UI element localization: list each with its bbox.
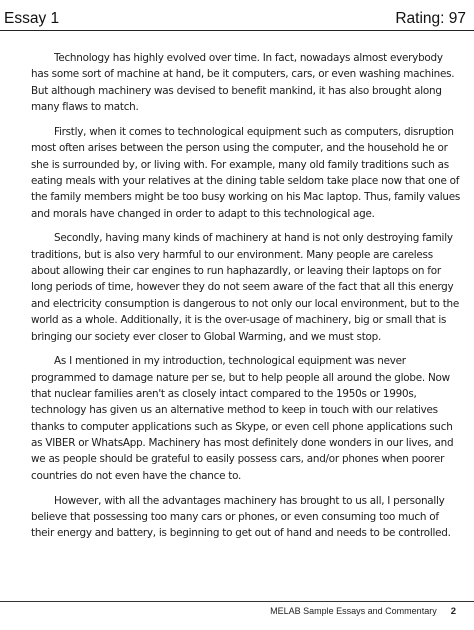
essay-paragraph-2: Firstly, when it comes to technological equipment such as computers, disruption most often arises between the person using the computer, and the household he or she is surrounded by, or living with. For example, many old family traditions such as eating meals with your relatives at the dining table seldom take place now that one of the family members might be too busy working on his Mac laptop. Thus, family values and morals have changed in order to adapt to this technological age. [31, 125, 461, 220]
rating-label: Rating: 97 [395, 10, 466, 27]
essay-paragraph-4: As I mentioned in my introduction, technological equipment was never programmed to damage nature per se, but to help people all around the globe. Now that nuclear families aren't as closely intact compared to the 1950s or 1990s, technology has given us an alternative method to keep in touch with our relatives thanks to computer applications such as Skype, or even cell phone applications such as VIBER or WhatsApp. Machinery has most definitely done wonders in our lives, and we as people should be grateful to easily possess cars, and/or phones when poorer countries do not even have the chance to. [31, 355, 454, 482]
essay-body [31, 50, 463, 550]
page-footer [270, 606, 456, 617]
essay-paragraph-3: Secondly, having many kinds of machinery at hand is not only destroying family traditions, but is also very harmful to our environment. Many people are careless about allowing their car engines to run haphazardly, or leaving their laptops on for long periods of time, however they do not seem aware of the fact that all this energy and electricity consumption is dangerous to not only our local environment, but to the world as a whole. Additionally, it is the over-usage of machinery, big or small that is bringing our society ever closer to Global Warming, and we must stop. [31, 232, 460, 343]
page-header [4, 2, 466, 28]
page-number: 2 [450, 606, 456, 617]
header-divider [0, 30, 474, 31]
essay-paragraph-5: However, with all the advantages machinery has brought to us all, I personally believe that possessing too many cars or phones, or even consuming too much of their energy and battery, is beginning to get out of hand and needs to be controlled. [31, 494, 451, 540]
essay-title: Essay 1 [4, 10, 60, 27]
footer-divider [0, 601, 474, 602]
essay-paragraph-1: Technology has highly evolved over time. In fact, nowadays almost everybody has some sort of machine at hand, be it computers, cars, or even washing machines. But although machinery was devised to benefit mankind, it has also brought along many flaws to match. [31, 52, 455, 114]
footer-source: MELAB Sample Essays and Commentary [270, 606, 437, 616]
